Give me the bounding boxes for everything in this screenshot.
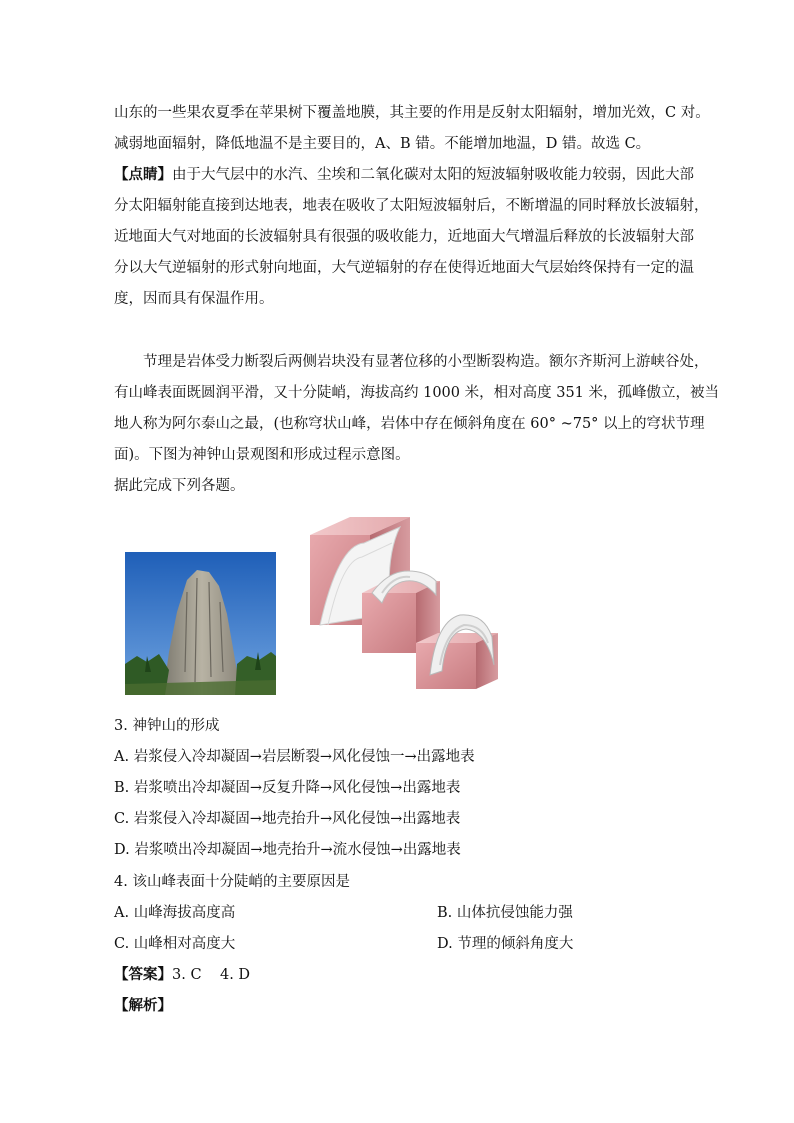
paragraph-line: 山东的一些果农夏季在苹果树下覆盖地膜，其主要的作用是反射太阳辐射，增加光效，C 对。 <box>114 105 710 121</box>
q3-option-a: A. 岩浆侵入冷却凝固→岩层断裂→风化侵蚀一→出露地表 <box>114 749 475 765</box>
material-line: 节理是岩体受力断裂后两侧岩块没有显著位移的小型断裂构造。额尔齐斯河上游峡谷处， <box>143 354 709 370</box>
dianjing-line <box>114 165 694 185</box>
question-3-stem: 3. 神钟山的形成 <box>114 718 220 734</box>
q4-option-b: B. 山体抗侵蚀能力强 <box>437 905 573 921</box>
dianjing-line: 分以大气逆辐射的形式射向地面，大气逆辐射的存在使得近地面大气层始终保持有一定的温 <box>114 260 694 276</box>
dianjing-text: 由于大气层中的水汽、尘埃和二氧化碳对太阳的短波辐射吸收能力较弱，因此大部 <box>172 167 694 183</box>
dianjing-line: 度，因而具有保温作用。 <box>114 291 274 307</box>
material-line: 面)。下图为神钟山景观图和形成过程示意图。 <box>114 447 410 463</box>
q4-option-d: D. 节理的倾斜角度大 <box>437 936 574 952</box>
q3-option-c: C. 岩浆侵入冷却凝固→地壳抬升→风化侵蚀→出露地表 <box>114 811 461 827</box>
dianjing-line: 近地面大气对地面的长波辐射具有很强的吸收能力，近地面大气增温后释放的长波辐射大部 <box>114 229 694 245</box>
answer-text: 3. C 4. D <box>172 967 251 983</box>
paragraph-line: 减弱地面辐射，降低地温不是主要目的，A、B 错。不能增加地温，D 错。故选 C。 <box>114 136 651 152</box>
dome-formation-diagram <box>290 515 510 693</box>
dianjing-tag: 【点睛】 <box>114 166 172 183</box>
q3-option-d: D. 岩浆喷出冷却凝固→地壳抬升→流水侵蚀→出露地表 <box>114 842 461 858</box>
q3-option-b: B. 岩浆喷出冷却凝固→反复升降→风化侵蚀→出露地表 <box>114 780 461 796</box>
dianjing-line: 分太阳辐射能直接到达地表，地表在吸收了太阳短波辐射后，不断增温的同时释放长波辐射， <box>114 198 709 214</box>
q4-option-a: A. 山峰海拔高度高 <box>114 905 236 921</box>
answer-tag: 【答案】 <box>114 966 172 983</box>
answer-line <box>114 965 250 985</box>
q4-option-c: C. 山峰相对高度大 <box>114 936 236 952</box>
question-4-stem: 4. 该山峰表面十分陡峭的主要原因是 <box>114 874 350 890</box>
mountain-photo <box>125 552 276 695</box>
instruction-text: 据此完成下列各题。 <box>114 478 245 494</box>
material-line: 地人称为阿尔泰山之最，(也称穹状山峰，岩体中存在倾斜角度在 60° ~75° 以上的穹状节理 <box>114 416 705 432</box>
analysis-tag: 【解析】 <box>114 997 172 1014</box>
material-line: 有山峰表面既圆润平滑，又十分陡峭，海拔高约 1000 米，相对高度 351 米，孤峰傲立，被当 <box>114 385 720 401</box>
